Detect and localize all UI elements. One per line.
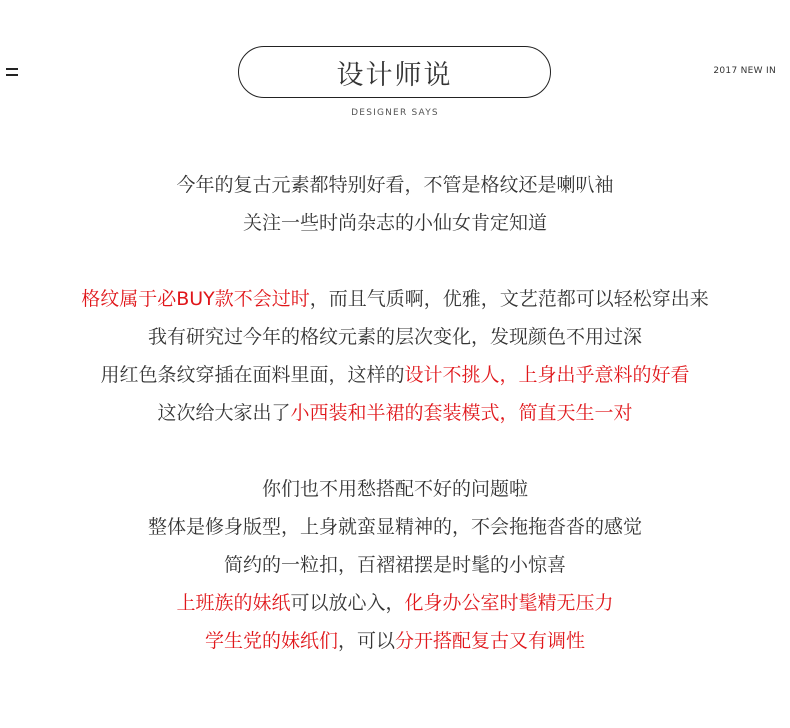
highlight-text: 上班族的妹纸 (176, 592, 291, 614)
text-line (0, 628, 790, 654)
text-line: 今年的复古元素都特别好看，不管是格纹还是喇叭袖 (176, 174, 614, 196)
text-line: 简约的一粒扣，百褶裙摆是时髦的小惊喜 (223, 554, 566, 576)
menu-icon (6, 66, 18, 78)
text-line (0, 590, 790, 616)
section-title-text: 设计师说 (336, 59, 453, 91)
text-line: 我有研究过今年的格纹元素的层次变化，发现颜色不用过深 (147, 326, 642, 348)
highlight-text: 小西装和半裙的套装模式，简直天生一对 (290, 402, 633, 424)
text-line: 你们也不用愁搭配不好的问题啦 (261, 478, 528, 500)
plain-text: 这次给大家出了 (157, 402, 291, 424)
plain-text: ，可以 (337, 630, 395, 652)
text-line (0, 362, 790, 388)
highlight-text: 分开搭配复古又有调性 (395, 630, 586, 652)
highlight-text: 设计不挑人，上身出乎意料的好看 (404, 364, 690, 386)
text-line: 整体是修身版型，上身就蛮显精神的，不会拖拖沓沓的感觉 (147, 516, 642, 538)
highlight-text: 学生党的妹纸们 (204, 630, 338, 652)
highlight-text: 化身办公室时髦精无压力 (404, 592, 614, 614)
year-tag: 2017 NEW IN (713, 66, 776, 76)
section-subtitle: DESIGNER SAYS (351, 108, 439, 118)
text-line (0, 400, 790, 426)
plain-text: ，而且气质啊，优雅，文艺范都可以轻松穿出来 (309, 288, 709, 310)
section-title (238, 46, 551, 98)
plain-text: 可以放心入， (290, 592, 405, 614)
plain-text: 用红色条纹穿插在面料里面，这样的 (100, 364, 405, 386)
text-line (0, 286, 790, 312)
text-line: 关注一些时尚杂志的小仙女肯定知道 (242, 212, 547, 234)
highlight-text: 格纹属于必BUY款不会过时 (81, 288, 310, 310)
